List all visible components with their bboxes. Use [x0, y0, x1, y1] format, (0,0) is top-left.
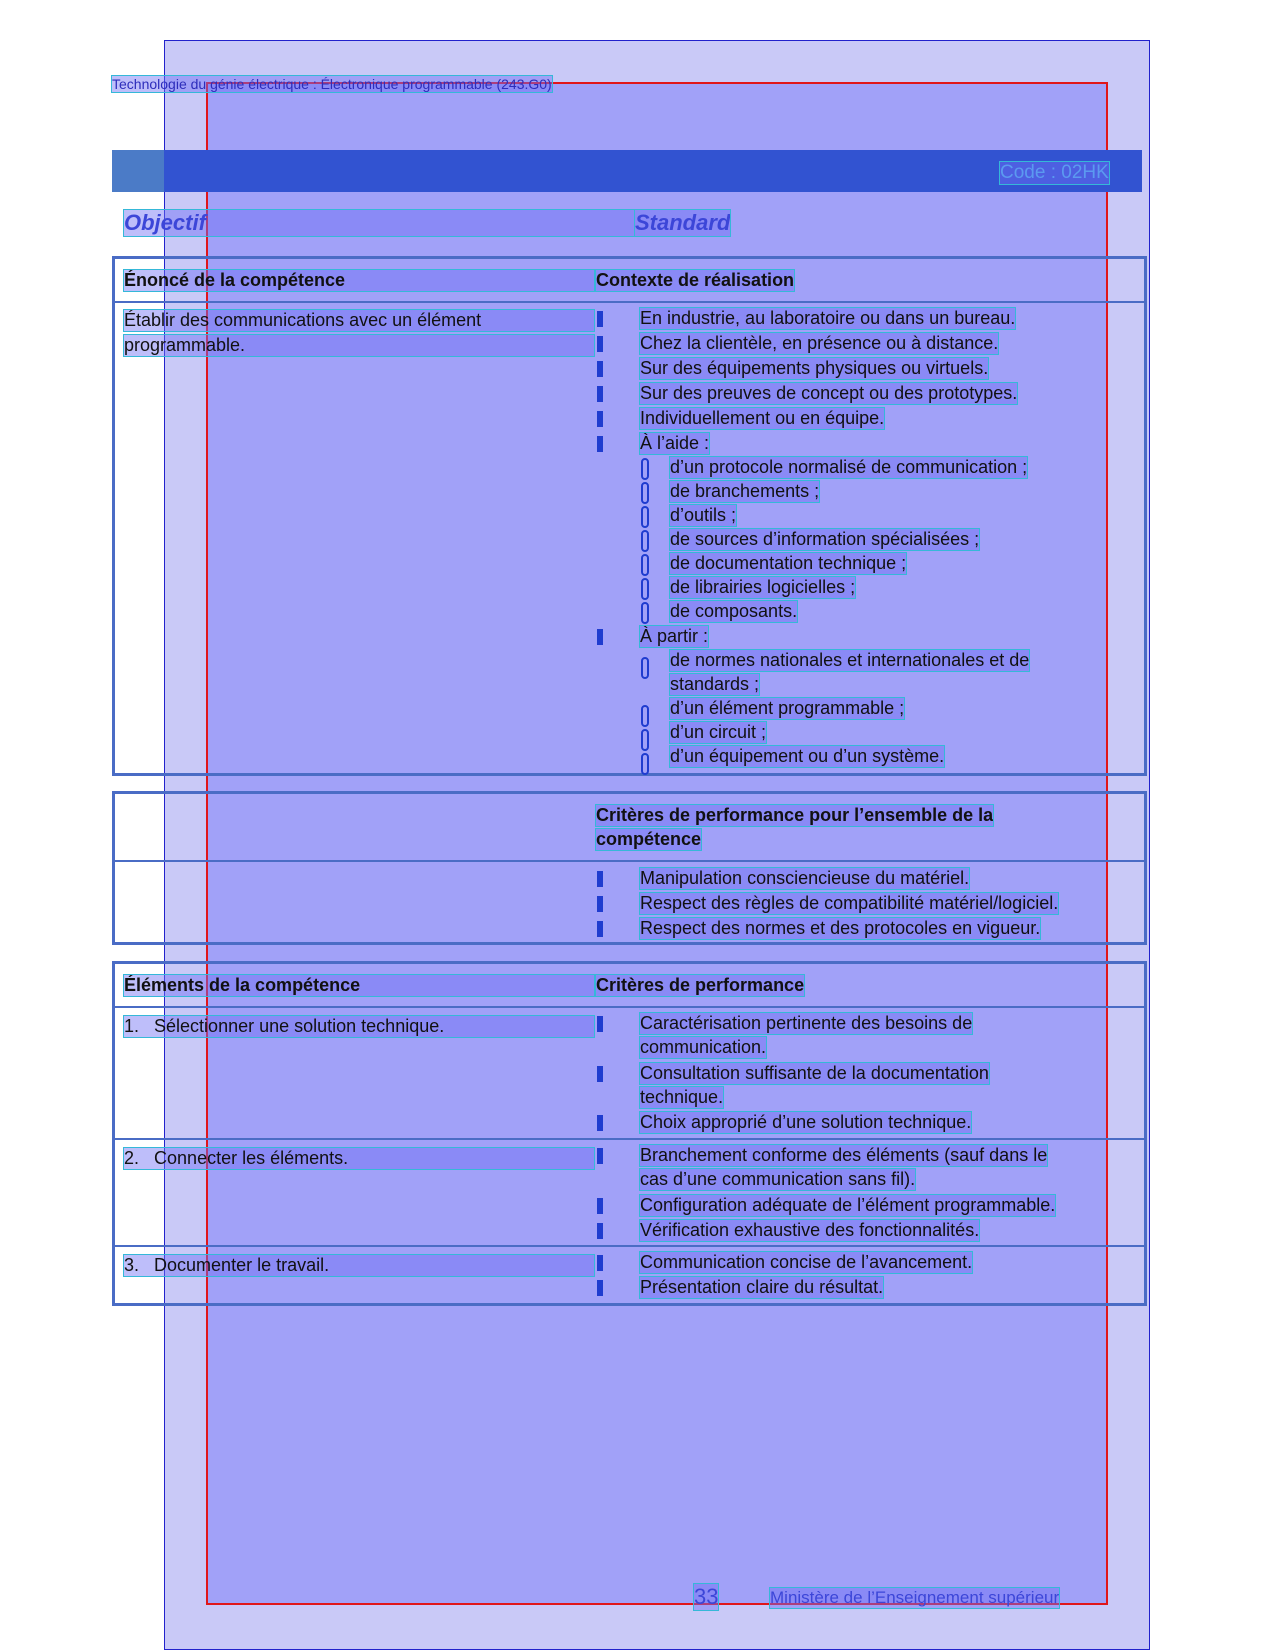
sub-bullet-icon — [641, 578, 649, 600]
global-criteria-header-line-2: compétence — [596, 829, 702, 849]
partir-item: de normes nationales et internationales et de — [670, 650, 1030, 670]
header-band — [112, 150, 1142, 192]
sub-bullet-icon — [641, 705, 649, 727]
bullet-icon — [597, 1115, 603, 1131]
context-item: Individuellement ou en équipe. — [640, 408, 885, 428]
global-criterion: Respect des règles de compatibilité matériel/logiciel. — [640, 893, 1059, 913]
bullet-icon — [597, 1016, 603, 1032]
bullet-icon — [597, 896, 603, 912]
aide-item: de librairies logicielles ; — [670, 577, 856, 597]
criteria-header: Critères de performance — [596, 975, 805, 995]
element-number: 1. — [124, 1016, 140, 1036]
aide-item: de sources d’information spécialisées ; — [670, 529, 980, 549]
sub-bullet-icon — [641, 657, 649, 679]
criterion-continued: technique. — [640, 1087, 724, 1107]
element-3 — [124, 1255, 594, 1276]
partir-item: d’un circuit ; — [670, 722, 767, 742]
criterion: Vérification exhaustive des fonctionnalités. — [640, 1220, 980, 1240]
criterion: Présentation claire du résultat. — [640, 1277, 884, 1297]
criterion: Configuration adéquate de l’élément programmable. — [640, 1195, 1056, 1215]
aide-item: de documentation technique ; — [670, 553, 907, 573]
context-header: Contexte de réalisation — [596, 270, 795, 290]
ministry-name: Ministère de l’Enseignement supérieur — [770, 1588, 1060, 1607]
sub-bullet-icon — [641, 482, 649, 504]
aide-item: de branchements ; — [670, 481, 820, 501]
bullet-icon — [597, 871, 603, 887]
context-item: À l’aide : — [640, 433, 710, 453]
bullet-icon — [597, 921, 603, 937]
standard-title: Standard — [635, 210, 731, 235]
criterion-continued: communication. — [640, 1037, 767, 1057]
criterion: Choix approprié d’une solution technique. — [640, 1112, 972, 1132]
bullet-icon — [597, 1255, 603, 1271]
element-number: 3. — [124, 1255, 140, 1275]
enonce-line-1: Établir des communications avec un élément — [124, 310, 594, 331]
elements-header: Éléments de la compétence — [124, 975, 594, 996]
context-item: En industrie, au laboratoire ou dans un bureau. — [640, 308, 1016, 328]
enonce-header: Énoncé de la compétence — [124, 270, 594, 291]
sub-bullet-icon — [641, 458, 649, 480]
criterion-continued: cas d’une communication sans fil). — [640, 1169, 916, 1189]
bullet-icon — [597, 336, 603, 352]
bullet-icon — [597, 436, 603, 452]
context-item: Chez la clientèle, en présence ou à distance. — [640, 333, 999, 353]
bullet-icon — [597, 1066, 603, 1082]
partir-item-continued: standards ; — [670, 674, 760, 694]
page-number: 33 — [694, 1584, 719, 1609]
element-label: Connecter les éléments. — [154, 1148, 349, 1168]
enonce-line-2: programmable. — [124, 335, 594, 356]
element-1 — [124, 1016, 594, 1037]
bullet-icon — [597, 1148, 603, 1164]
element-number: 2. — [124, 1148, 140, 1168]
bullet-icon — [597, 1223, 603, 1239]
sub-bullet-icon — [641, 753, 649, 775]
aide-item: d’outils ; — [670, 505, 737, 525]
criterion: Consultation suffisante de la documentation — [640, 1063, 989, 1083]
criterion: Caractérisation pertinente des besoins de — [640, 1013, 973, 1033]
global-criteria-header-line-1: Critères de performance pour l’ensemble de la — [596, 805, 994, 825]
context-item: Sur des preuves de concept ou des prototypes. — [640, 383, 1018, 403]
partir-item: d’un équipement ou d’un système. — [670, 746, 945, 766]
bullet-icon — [597, 361, 603, 377]
bullet-icon — [597, 629, 603, 645]
criterion: Communication concise de l’avancement. — [640, 1252, 973, 1272]
element-label: Sélectionner une solution technique. — [154, 1016, 445, 1036]
element-2 — [124, 1148, 594, 1169]
sub-bullet-icon — [641, 530, 649, 552]
element-label: Documenter le travail. — [154, 1255, 330, 1275]
running-title: Technologie du génie électrique : Électronique programmable (243.G0) — [112, 76, 552, 92]
sub-bullet-icon — [641, 729, 649, 751]
bullet-icon — [597, 411, 603, 427]
sub-bullet-icon — [641, 506, 649, 528]
aide-item: de composants. — [670, 601, 798, 621]
aide-item: d’un protocole normalisé de communication ; — [670, 457, 1028, 477]
global-criterion: Respect des normes et des protocoles en vigueur. — [640, 918, 1041, 938]
bullet-icon — [597, 311, 603, 327]
objective-title: Objectif — [124, 210, 634, 236]
partir-item: d’un élément programmable ; — [670, 698, 905, 718]
code-value: 02HK — [1061, 162, 1109, 183]
criterion: Branchement conforme des éléments (sauf dans le — [640, 1145, 1048, 1165]
sub-bullet-icon — [641, 602, 649, 624]
bullet-icon — [597, 386, 603, 402]
bullet-icon — [597, 1280, 603, 1296]
context-item: Sur des équipements physiques ou virtuels. — [640, 358, 989, 378]
bullet-icon — [597, 1198, 603, 1214]
competency-code — [1000, 162, 1109, 184]
global-criterion: Manipulation consciencieuse du matériel. — [640, 868, 970, 888]
code-label: Code : — [1000, 162, 1056, 183]
partir-label: À partir : — [640, 626, 709, 646]
sub-bullet-icon — [641, 554, 649, 576]
